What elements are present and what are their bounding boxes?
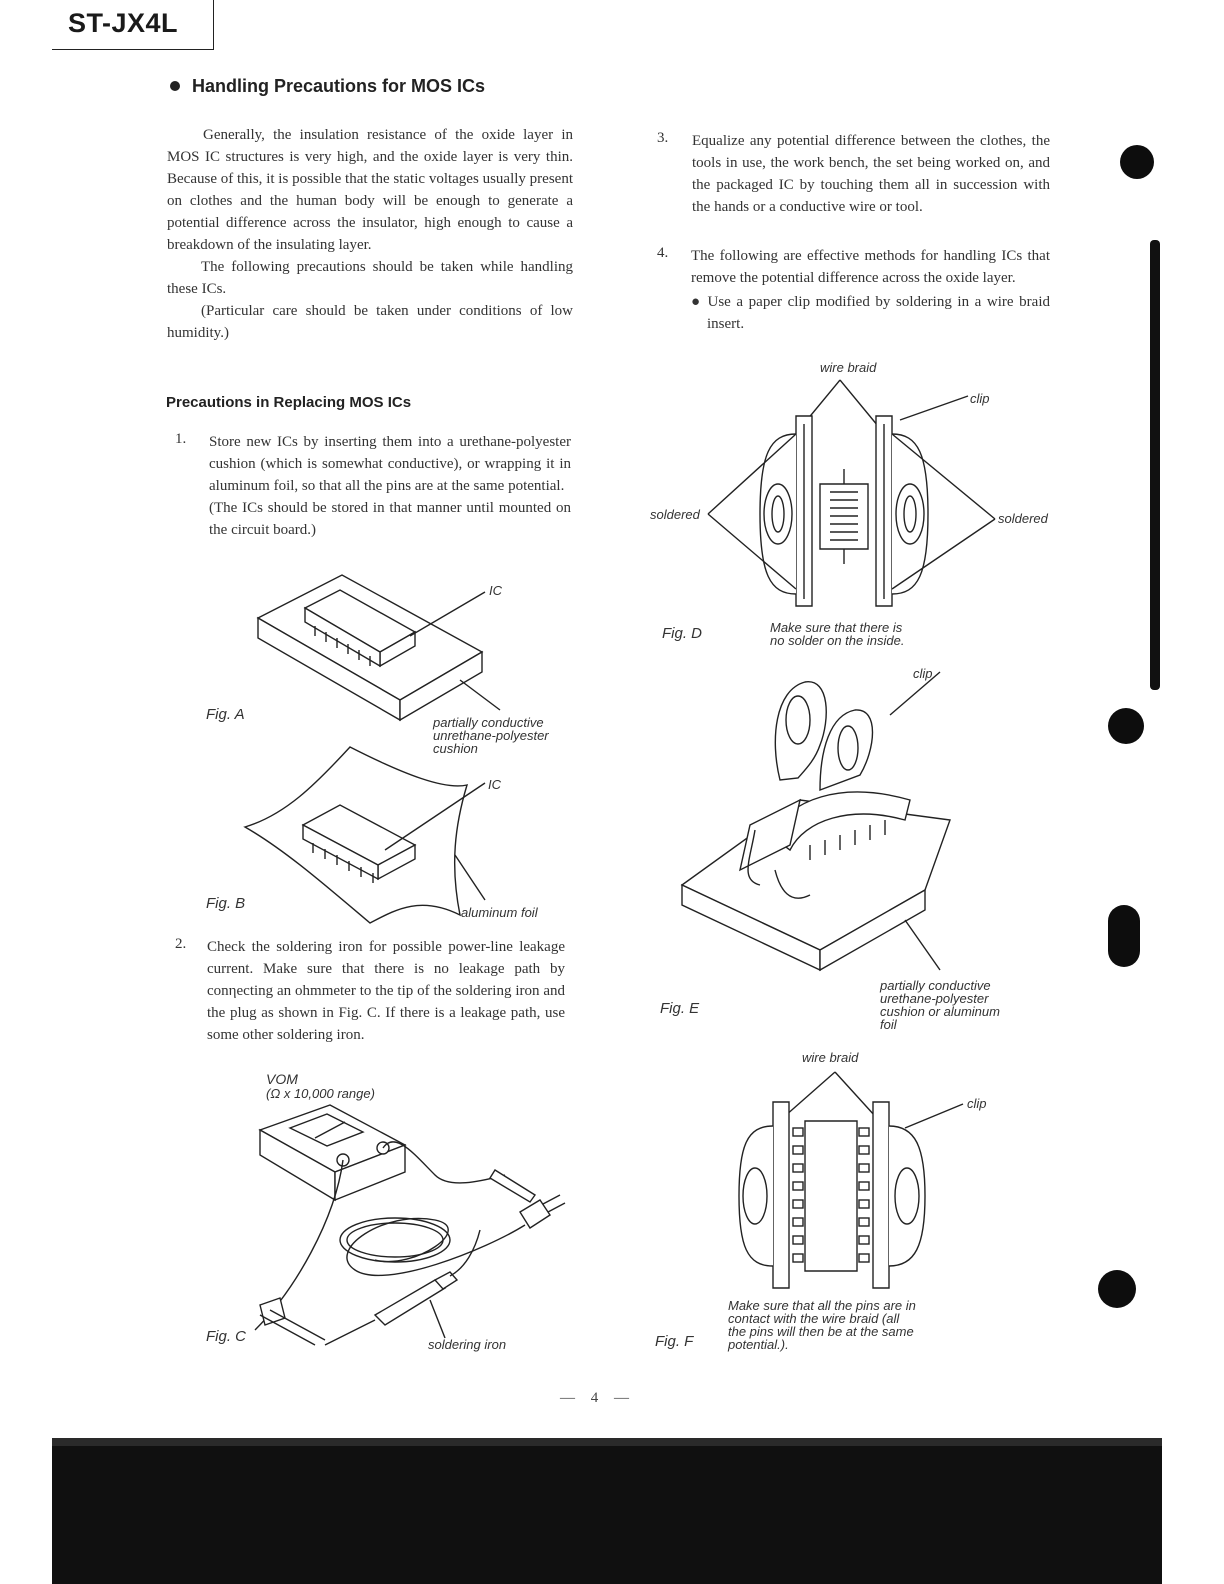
fig-f-note-line: Make sure that all the pins are in [728,1298,916,1313]
item-number: 1. [175,431,187,447]
fig-f-label: Fig. F [655,1333,694,1350]
fig-f-note-line: contact with the wire braid (all [728,1311,900,1326]
model-header [52,0,214,50]
fig-d-braid-label: wire braid [820,360,877,375]
binder-hole [1098,1270,1136,1308]
binder-hole [1108,708,1144,744]
bullet-icon [170,81,180,91]
fig-a-drawing [250,570,490,730]
item-text: Check the soldering iron for possible power-line leakage current. Make sure that there is no leakage path by conηecting an ohmmeter to the tip of the soldering iron and the plug as shown in Fig. C. If there is a leakage path, use some other soldering iron. [207,939,565,1043]
intro-paragraph: Generally, the insulation resistance of the oxide layer in MOS IC structures is very high, and the oxide layer is very thin. Because of this, it is possible that the static voltages usually present on clothes and the human body will be enough to generate a potential difference across the insulator, high enough to cause a breakdown of the insulating layer. [167,127,573,253]
fig-a-note-line: cushion [433,741,478,756]
fig-f-drawing [735,1066,985,1296]
intro-paragraph: The following precautions should be taken while handling these ICs. [167,259,573,297]
fig-c-drawing [235,1100,575,1360]
fig-f-clip-label: clip [967,1096,987,1111]
fig-d-note-line: no solder on the inside. [770,633,905,648]
item-bullet: ● Use a paper clip modified by soldering in a wire braid insert. [691,294,1050,332]
item-3 [692,130,1050,218]
scan-edge [1150,240,1160,690]
intro-paragraph: (Particular care should be taken under conditions of low humidity.) [167,303,573,341]
fig-d-right-label: soldered [998,511,1048,526]
fig-d-label: Fig. D [662,625,703,642]
fig-c-iron-label: soldering iron [428,1337,507,1352]
section-title [166,76,485,97]
fig-b-ic-label: IC [488,777,501,792]
fig-c-vom-label: VOM [266,1071,298,1087]
item-text: Equalize any potential difference between the clothes, the tools in use, the work bench, the set being worked on, and the packaged IC by touching them all in succession with the hands or a conductive wire or tool. [692,133,1050,215]
fig-e-clip-label: clip [913,666,933,681]
fig-f-note-line: potential.). [728,1337,789,1352]
fig-e-note-line: cushion or aluminum [880,1004,1000,1019]
item-note: (The ICs should be stored in that manner until mounted on the circuit board.) [209,500,571,538]
fig-d-clip-label: clip [970,391,990,406]
item-4 [691,245,1050,335]
fig-e-note-line: foil [880,1017,897,1032]
fig-e-drawing [680,670,1020,993]
fig-f-braid-label: wire braid [802,1050,859,1065]
item-number: 2. [175,936,187,952]
fig-c-range-label: (Ω x 10,000 range) [266,1086,375,1101]
item-2 [207,936,565,1046]
fig-c-label: Fig. C [206,1328,247,1345]
binder-hole [1120,145,1154,179]
subsection-title: Precautions in Replacing MOS ICs [166,394,412,411]
fig-f-note [728,1299,916,1351]
intro-text [167,124,573,344]
fig-d-note-line: Make sure that there is [770,620,903,635]
fig-b-note: aluminum foil [461,905,538,920]
fig-e-note-line: urethane-polyester [880,991,989,1006]
fig-a-note-line: partially conductive [433,715,544,730]
fig-b-label: Fig. B [206,895,246,912]
fig-a-ic-label: IC [489,583,502,598]
item-number: 3. [657,130,669,146]
item-text: The following are effective methods for handling ICs that remove the potential difference across the oxide layer. [691,248,1050,286]
fig-e-note-line: partially conductive [880,978,991,993]
fig-a-label: Fig. A [206,706,245,723]
fig-d-left-label: soldered [650,507,700,522]
fig-e-label: Fig. E [660,1000,700,1017]
item-bullet-text: Use a paper clip modified by soldering in a wire braid insert. [707,294,1050,332]
fig-a-note-line: unrethane-polyester [433,728,549,743]
scan-bottom-band [52,1438,1162,1584]
fig-d-note [770,621,904,647]
fig-e-note [880,979,1000,1031]
fig-f-note-line: the pins will then be at the same [728,1324,914,1339]
fig-b-drawing [245,745,485,925]
page-number: — 4 — [560,1390,635,1406]
fig-d-drawing [700,374,1000,614]
item-text: Store new ICs by inserting them into a urethane-polyester cushion (which is somewhat conductive), or wrapping it in aluminum foil, so that all the pins are at the same potential. [209,434,571,494]
section-title-text: Handling Precautions for MOS ICs [192,76,486,96]
item-1 [209,431,571,541]
model-number: ST-JX4L [68,8,179,38]
item-number: 4. [657,245,669,261]
binder-hole [1108,905,1140,967]
